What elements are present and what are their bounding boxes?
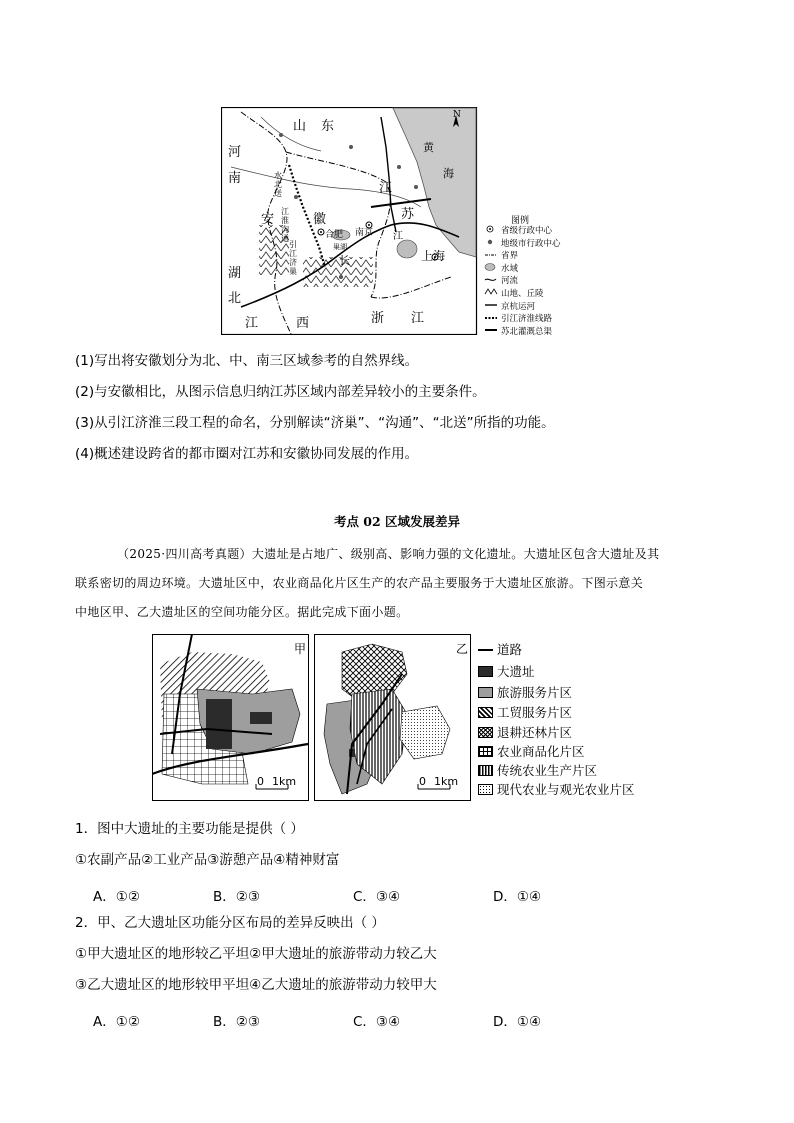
q2-items-1: ①甲大遗址区的地形较乙平坦②甲大遗址的旅游带动力较乙大: [75, 946, 437, 962]
map-legend-title: 图例: [511, 216, 530, 226]
q1-option-d[interactable]: D．①④: [493, 889, 542, 905]
map-label-huanghai-1: 黄: [423, 141, 434, 154]
q2-option-c[interactable]: C．③④: [353, 1014, 401, 1030]
map-label-seg-north: 水北送: [274, 171, 282, 198]
map-label-anhui-2: 徽: [313, 212, 327, 227]
question-1-2: (2)与安徽相比，从图示信息归纳江苏区域内部差异较小的主要条件。: [75, 384, 486, 400]
map-label-henan-2: 南: [228, 171, 242, 186]
legend-traditional-agri: 传统农业生产片区: [478, 763, 597, 779]
q1-stem: 1．图中大遗址的主要功能是提供（ ）: [75, 821, 304, 837]
map-label-shandong-2: 东: [321, 119, 335, 134]
q2-items-2: ③乙大遗址区的地形较甲平坦④乙大遗址的旅游带动力较甲大: [75, 977, 437, 993]
map-label-zhejiang-2: 江: [411, 311, 425, 326]
intro-line-1: （2025·四川高考真题）大遗址是占地广、级别高、影响力强的文化遗址。大遗址区包含大遗址及其: [117, 547, 660, 561]
traditional-agri-swatch: [478, 765, 493, 776]
question-1-3: (3)从引江济淮三段工程的命名，分别解读“济巢”、“沟通”、“北送”所指的功能。: [75, 415, 555, 431]
north-label: N: [453, 110, 461, 120]
intro-line-2: 联系密切的周边环境。大遗址区中，农业商品化片区生产的农产品主要服务于大遗址区旅游。下图示意关: [75, 576, 644, 590]
q1-items: ①农副产品②工业产品③游憩产品④精神财富: [75, 852, 340, 868]
q2-stem: 2．甲、乙大遗址区功能分区布局的差异反映出（ ）: [75, 915, 385, 931]
legend-modern-agri: 现代农业与观光农业片区: [478, 782, 635, 798]
map-label-jiangxi-2: 西: [296, 316, 310, 331]
legend-site: 大遗址: [478, 664, 535, 680]
question-1-1: (1)写出将安徽划分为北、中、南三区域参考的自然界线。: [75, 353, 419, 369]
map-label-changjiang-2: 江: [393, 231, 403, 242]
map-legend-item: 山地、丘陵: [501, 288, 544, 299]
legend-industry: 工贸服务片区: [478, 705, 572, 721]
heritage-zones-figure: [152, 634, 472, 806]
scale-unit-b: 1km: [434, 775, 459, 788]
map-label-seg-south: 引江济巢: [289, 240, 297, 276]
legend-tourism: 旅游服务片区: [478, 685, 572, 701]
q1-option-b[interactable]: B．②③: [213, 889, 260, 905]
map-label-chaohu: 巢湖: [333, 243, 347, 251]
site-swatch: [478, 666, 493, 677]
map-legend-item: 省级行政中心: [501, 226, 553, 236]
map-label-zhejiang-1: 浙: [371, 311, 385, 326]
map-label-changjiang-1: 长: [339, 254, 350, 267]
map-label-jiangxi-1: 江: [245, 316, 259, 331]
anhui-jiangsu-map: [221, 107, 572, 335]
q1-option-c[interactable]: C．③④: [353, 889, 401, 905]
industry-swatch: [478, 707, 493, 718]
question-1-4: (4)概述建设跨省的都市圈对江苏和安徽协同发展的作用。: [75, 446, 419, 462]
q2-option-b[interactable]: B．②③: [213, 1014, 260, 1030]
map-legend-item: 地级市行政中心: [501, 238, 561, 249]
map-label-hubei-2: 北: [228, 291, 242, 306]
map-label-nanjing: 南京: [355, 228, 374, 238]
map-label-hubei-1: 湖: [228, 266, 242, 281]
scale-unit-a: 1km: [272, 775, 297, 788]
map-legend-item: 引江济淮线路: [501, 314, 553, 325]
map-label-shandong-1: 山: [293, 119, 307, 134]
map-legend-item: 水域: [501, 263, 519, 274]
section-title: 考点 02 区域发展差异: [333, 514, 461, 529]
scale-zero-b: 0: [419, 775, 426, 788]
map-label-shanghai: 上海: [421, 249, 446, 263]
map-label-jiangsu-1: 江: [379, 181, 393, 196]
modern-agri-swatch: [478, 784, 493, 795]
q2-option-d[interactable]: D．①④: [493, 1014, 542, 1030]
panel-label-jia: 甲: [294, 642, 307, 656]
map-legend-item: 省界: [501, 251, 519, 262]
tourism-swatch: [478, 687, 493, 698]
q2-option-a[interactable]: A．①②: [93, 1014, 140, 1030]
map-legend-item: 京杭运河: [501, 301, 536, 312]
road-swatch: [478, 649, 493, 651]
map-label-henan-1: 河: [228, 145, 242, 160]
legend-forest: 退耕还林片区: [478, 725, 572, 741]
map-legend-item: 苏北灌溉总渠: [501, 326, 553, 337]
map-label-huanghai-2: 海: [443, 167, 454, 180]
map-label-jiangsu-2: 苏: [401, 207, 415, 222]
map-label-anhui-1: 安: [261, 212, 275, 227]
legend-commercial-agri: 农业商品化片区: [478, 744, 585, 760]
legend-road: 道路: [478, 642, 522, 658]
q1-option-a[interactable]: A．①②: [93, 889, 140, 905]
forest-swatch: [478, 727, 493, 738]
intro-line-3: 中地区甲、乙大遗址区的空间功能分区。据此完成下面小题。: [75, 605, 409, 619]
map-legend: [501, 225, 561, 338]
map-legend-item: 河流: [501, 276, 519, 287]
panel-label-yi: 乙: [456, 642, 469, 656]
map-label-hefei: 合肥: [325, 230, 344, 240]
map-label-seg-mid: 江淮沟通: [281, 207, 289, 243]
commercial-agri-swatch: [478, 746, 493, 757]
scale-zero-a: 0: [257, 775, 264, 788]
